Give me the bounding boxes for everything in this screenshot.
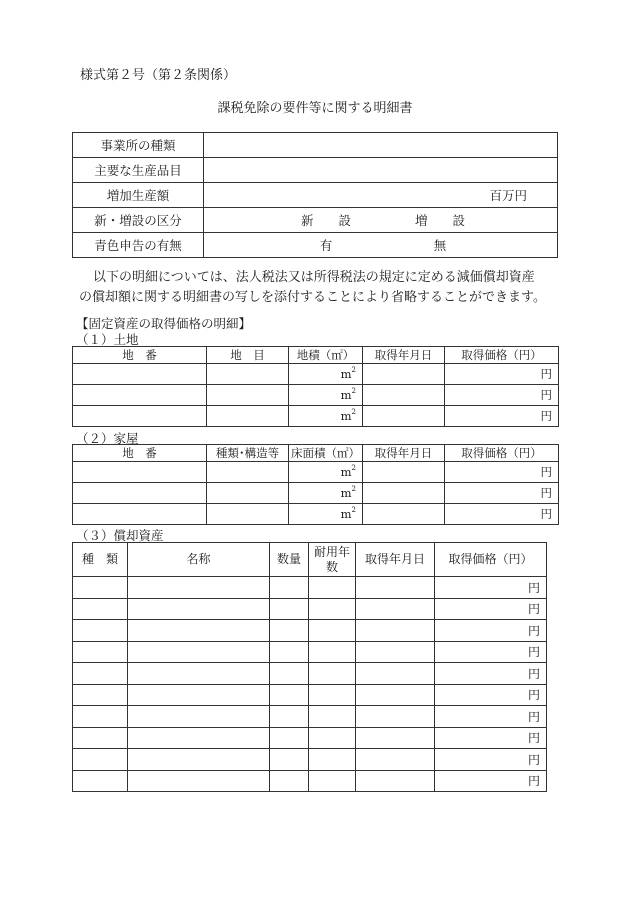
acquired-date-cell[interactable]: [356, 749, 435, 771]
production-increase-field[interactable]: [204, 183, 558, 208]
unit-yen: 円: [527, 774, 540, 789]
unit-yen: 円: [540, 507, 552, 521]
lot-number-cell[interactable]: [73, 504, 207, 525]
col-acquired-date: 取得年月日: [356, 543, 435, 577]
land-category-cell[interactable]: [207, 406, 289, 427]
asset-row: [73, 663, 547, 685]
summary-label: 新・増設の区分: [73, 208, 204, 233]
land-area-cell[interactable]: [289, 385, 363, 406]
quantity-cell[interactable]: [270, 727, 309, 749]
asset-row: [73, 684, 547, 706]
asset-row: [73, 598, 547, 620]
unit-sqm: $m^2$: [340, 464, 356, 479]
quantity-cell[interactable]: [270, 641, 309, 663]
asset-type-cell[interactable]: [73, 706, 128, 728]
acquired-price-cell[interactable]: [435, 770, 547, 792]
asset-row: [73, 749, 547, 771]
unit-sqm: $m^2$: [340, 366, 356, 381]
acquired-date-cell[interactable]: [363, 406, 445, 427]
asset-name-cell[interactable]: [128, 620, 270, 642]
summary-row: [73, 208, 558, 233]
note-line-1: 以下の明細については、法人税法又は所得税法の規定に定める減価償却資産: [93, 270, 535, 285]
land-row: [73, 364, 559, 385]
floor-area-cell[interactable]: [289, 483, 363, 504]
acquired-price-cell[interactable]: [435, 641, 547, 663]
unit-yen: 円: [527, 623, 540, 638]
acquired-price-cell[interactable]: [435, 749, 547, 771]
floor-area-cell[interactable]: [289, 504, 363, 525]
unit-sqm: $m^2$: [340, 408, 356, 423]
asset-name-cell[interactable]: [128, 641, 270, 663]
unit-sqm: $m^2$: [340, 485, 356, 500]
option-yes[interactable]: 有: [319, 238, 333, 253]
useful-life-cell[interactable]: [309, 770, 356, 792]
summary-label: 青色申告の有無: [73, 233, 204, 258]
unit-million-yen: 百万円: [489, 188, 527, 203]
acquired-price-cell[interactable]: [435, 598, 547, 620]
asset-type-cell[interactable]: [73, 727, 128, 749]
col-land-area: 地積（㎡）: [289, 347, 363, 364]
fixed-assets-heading: 【固定資産の取得価格の明細】: [76, 316, 252, 331]
option-expansion[interactable]: 増 設: [414, 213, 465, 228]
acquired-price-cell[interactable]: [445, 483, 559, 504]
useful-life-cell[interactable]: [309, 663, 356, 685]
summary-label: 事業所の種類: [73, 133, 204, 158]
col-floor-area: 床面積（㎡）: [289, 445, 363, 462]
quantity-cell[interactable]: [270, 749, 309, 771]
unit-yen: 円: [527, 731, 540, 746]
unit-yen: 円: [540, 367, 552, 381]
acquired-date-cell[interactable]: [363, 385, 445, 406]
assets-header-row: [73, 543, 547, 577]
col-asset-type: 種 類: [73, 543, 128, 577]
summary-table: [72, 132, 558, 258]
assets-heading: （３）償却資産: [76, 528, 164, 543]
col-useful-life: 耐用年数: [309, 543, 356, 577]
summary-label: 主要な生産品目: [73, 158, 204, 183]
asset-name-cell[interactable]: [128, 684, 270, 706]
assets-table: [72, 542, 547, 792]
useful-life-cell[interactable]: [309, 598, 356, 620]
col-lot-number: 地 番: [73, 347, 207, 364]
col-lot-number: 地 番: [73, 445, 207, 462]
unit-yen: 円: [540, 486, 552, 500]
acquired-price-cell[interactable]: [445, 406, 559, 427]
asset-name-cell[interactable]: [128, 770, 270, 792]
acquired-date-cell[interactable]: [363, 483, 445, 504]
useful-life-cell[interactable]: [309, 706, 356, 728]
asset-name-cell[interactable]: [128, 663, 270, 685]
col-acquired-price: 取得価格（円）: [445, 347, 559, 364]
col-acquired-price: 取得価格（円）: [445, 445, 559, 462]
house-row: [73, 483, 559, 504]
asset-rows: [73, 577, 547, 792]
col-acquired-date: 取得年月日: [363, 347, 445, 364]
type-structure-cell[interactable]: [207, 462, 289, 483]
acquired-price-cell[interactable]: [445, 364, 559, 385]
acquired-date-cell[interactable]: [356, 727, 435, 749]
acquired-date-cell[interactable]: [363, 462, 445, 483]
unit-yen: 円: [527, 709, 540, 724]
col-quantity: 数量: [270, 543, 309, 577]
lot-number-cell[interactable]: [73, 364, 207, 385]
asset-name-cell[interactable]: [128, 577, 270, 599]
unit-yen: 円: [540, 465, 552, 479]
asset-name-cell[interactable]: [128, 727, 270, 749]
note-line-2: の償却額に関する明細書の写しを添付することにより省略することができます。: [79, 290, 546, 305]
useful-life-cell[interactable]: [309, 641, 356, 663]
summary-label: 増加生産額: [73, 183, 204, 208]
asset-name-cell[interactable]: [128, 598, 270, 620]
asset-row: [73, 641, 547, 663]
office-type-field[interactable]: [204, 133, 558, 158]
house-heading: （２）家屋: [76, 431, 139, 446]
quantity-cell[interactable]: [270, 684, 309, 706]
land-category-cell[interactable]: [207, 385, 289, 406]
quantity-cell[interactable]: [270, 577, 309, 599]
acquired-price-cell[interactable]: [435, 620, 547, 642]
acquired-price-cell[interactable]: [435, 706, 547, 728]
land-table: [72, 346, 559, 427]
land-row: [73, 406, 559, 427]
useful-life-cell[interactable]: [309, 749, 356, 771]
asset-name-cell[interactable]: [128, 706, 270, 728]
lot-number-cell[interactable]: [73, 406, 207, 427]
acquired-date-cell[interactable]: [356, 577, 435, 599]
acquired-date-cell[interactable]: [356, 620, 435, 642]
asset-type-cell[interactable]: [73, 749, 128, 771]
land-row: [73, 385, 559, 406]
summary-row: [73, 183, 558, 208]
quantity-cell[interactable]: [270, 770, 309, 792]
unit-yen: 円: [527, 602, 540, 617]
col-type-structure: 種類･構造等: [207, 445, 289, 462]
blue-return-field[interactable]: [204, 233, 558, 258]
summary-row: [73, 133, 558, 158]
asset-type-cell[interactable]: [73, 620, 128, 642]
document-title: 課税免除の要件等に関する明細書: [217, 101, 413, 116]
summary-row: [73, 233, 558, 258]
form-number: 様式第２号（第２条関係）: [80, 68, 237, 83]
lot-number-cell[interactable]: [73, 483, 207, 504]
house-table: [72, 444, 559, 525]
quantity-cell[interactable]: [270, 620, 309, 642]
acquired-date-cell[interactable]: [356, 663, 435, 685]
col-acquired-price: 取得価格（円）: [435, 543, 547, 577]
acquired-price-cell[interactable]: [445, 462, 559, 483]
option-no[interactable]: 無: [433, 238, 447, 253]
new-expansion-field[interactable]: [204, 208, 558, 233]
acquired-date-cell[interactable]: [356, 684, 435, 706]
floor-area-cell[interactable]: [289, 462, 363, 483]
lot-number-cell[interactable]: [73, 462, 207, 483]
summary-row: [73, 158, 558, 183]
asset-type-cell[interactable]: [73, 641, 128, 663]
acquired-price-cell[interactable]: [435, 684, 547, 706]
acquired-price-cell[interactable]: [445, 385, 559, 406]
acquired-date-cell[interactable]: [356, 641, 435, 663]
asset-row: [73, 620, 547, 642]
useful-life-cell[interactable]: [309, 727, 356, 749]
col-asset-name: 名称: [128, 543, 270, 577]
acquired-price-cell[interactable]: [445, 504, 559, 525]
unit-yen: 円: [527, 752, 540, 767]
unit-yen: 円: [527, 666, 540, 681]
acquired-price-cell[interactable]: [435, 663, 547, 685]
asset-row: [73, 770, 547, 792]
asset-type-cell[interactable]: [73, 598, 128, 620]
house-row: [73, 462, 559, 483]
land-area-cell[interactable]: [289, 406, 363, 427]
quantity-cell[interactable]: [270, 706, 309, 728]
asset-name-cell[interactable]: [128, 749, 270, 771]
type-structure-cell[interactable]: [207, 483, 289, 504]
acquired-date-cell[interactable]: [356, 770, 435, 792]
asset-type-cell[interactable]: [73, 577, 128, 599]
lot-number-cell[interactable]: [73, 385, 207, 406]
asset-type-cell[interactable]: [73, 663, 128, 685]
type-structure-cell[interactable]: [207, 504, 289, 525]
unit-yen: 円: [527, 645, 540, 660]
acquired-date-cell[interactable]: [363, 504, 445, 525]
acquired-date-cell[interactable]: [363, 364, 445, 385]
unit-yen: 円: [540, 388, 552, 402]
land-category-cell[interactable]: [207, 364, 289, 385]
asset-row: [73, 727, 547, 749]
unit-yen: 円: [527, 580, 540, 595]
useful-life-cell[interactable]: [309, 620, 356, 642]
land-header-row: [73, 347, 559, 364]
unit-yen: 円: [527, 688, 540, 703]
acquired-date-cell[interactable]: [356, 598, 435, 620]
acquired-price-cell[interactable]: [435, 577, 547, 599]
acquired-price-cell[interactable]: [435, 727, 547, 749]
quantity-cell[interactable]: [270, 598, 309, 620]
land-area-cell[interactable]: [289, 364, 363, 385]
option-new[interactable]: 新 設: [300, 213, 351, 228]
unit-yen: 円: [540, 409, 552, 423]
asset-row: [73, 706, 547, 728]
unit-sqm: $m^2$: [340, 506, 356, 521]
unit-sqm: $m^2$: [340, 387, 356, 402]
house-header-row: [73, 445, 559, 462]
asset-type-cell[interactable]: [73, 684, 128, 706]
col-acquired-date: 取得年月日: [363, 445, 445, 462]
main-products-field[interactable]: [204, 158, 558, 183]
useful-life-cell[interactable]: [309, 684, 356, 706]
house-row: [73, 504, 559, 525]
asset-type-cell[interactable]: [73, 770, 128, 792]
acquired-date-cell[interactable]: [356, 706, 435, 728]
land-heading: （１）土地: [76, 332, 139, 347]
col-land-category: 地 目: [207, 347, 289, 364]
useful-life-cell[interactable]: [309, 577, 356, 599]
asset-row: [73, 577, 547, 599]
quantity-cell[interactable]: [270, 663, 309, 685]
